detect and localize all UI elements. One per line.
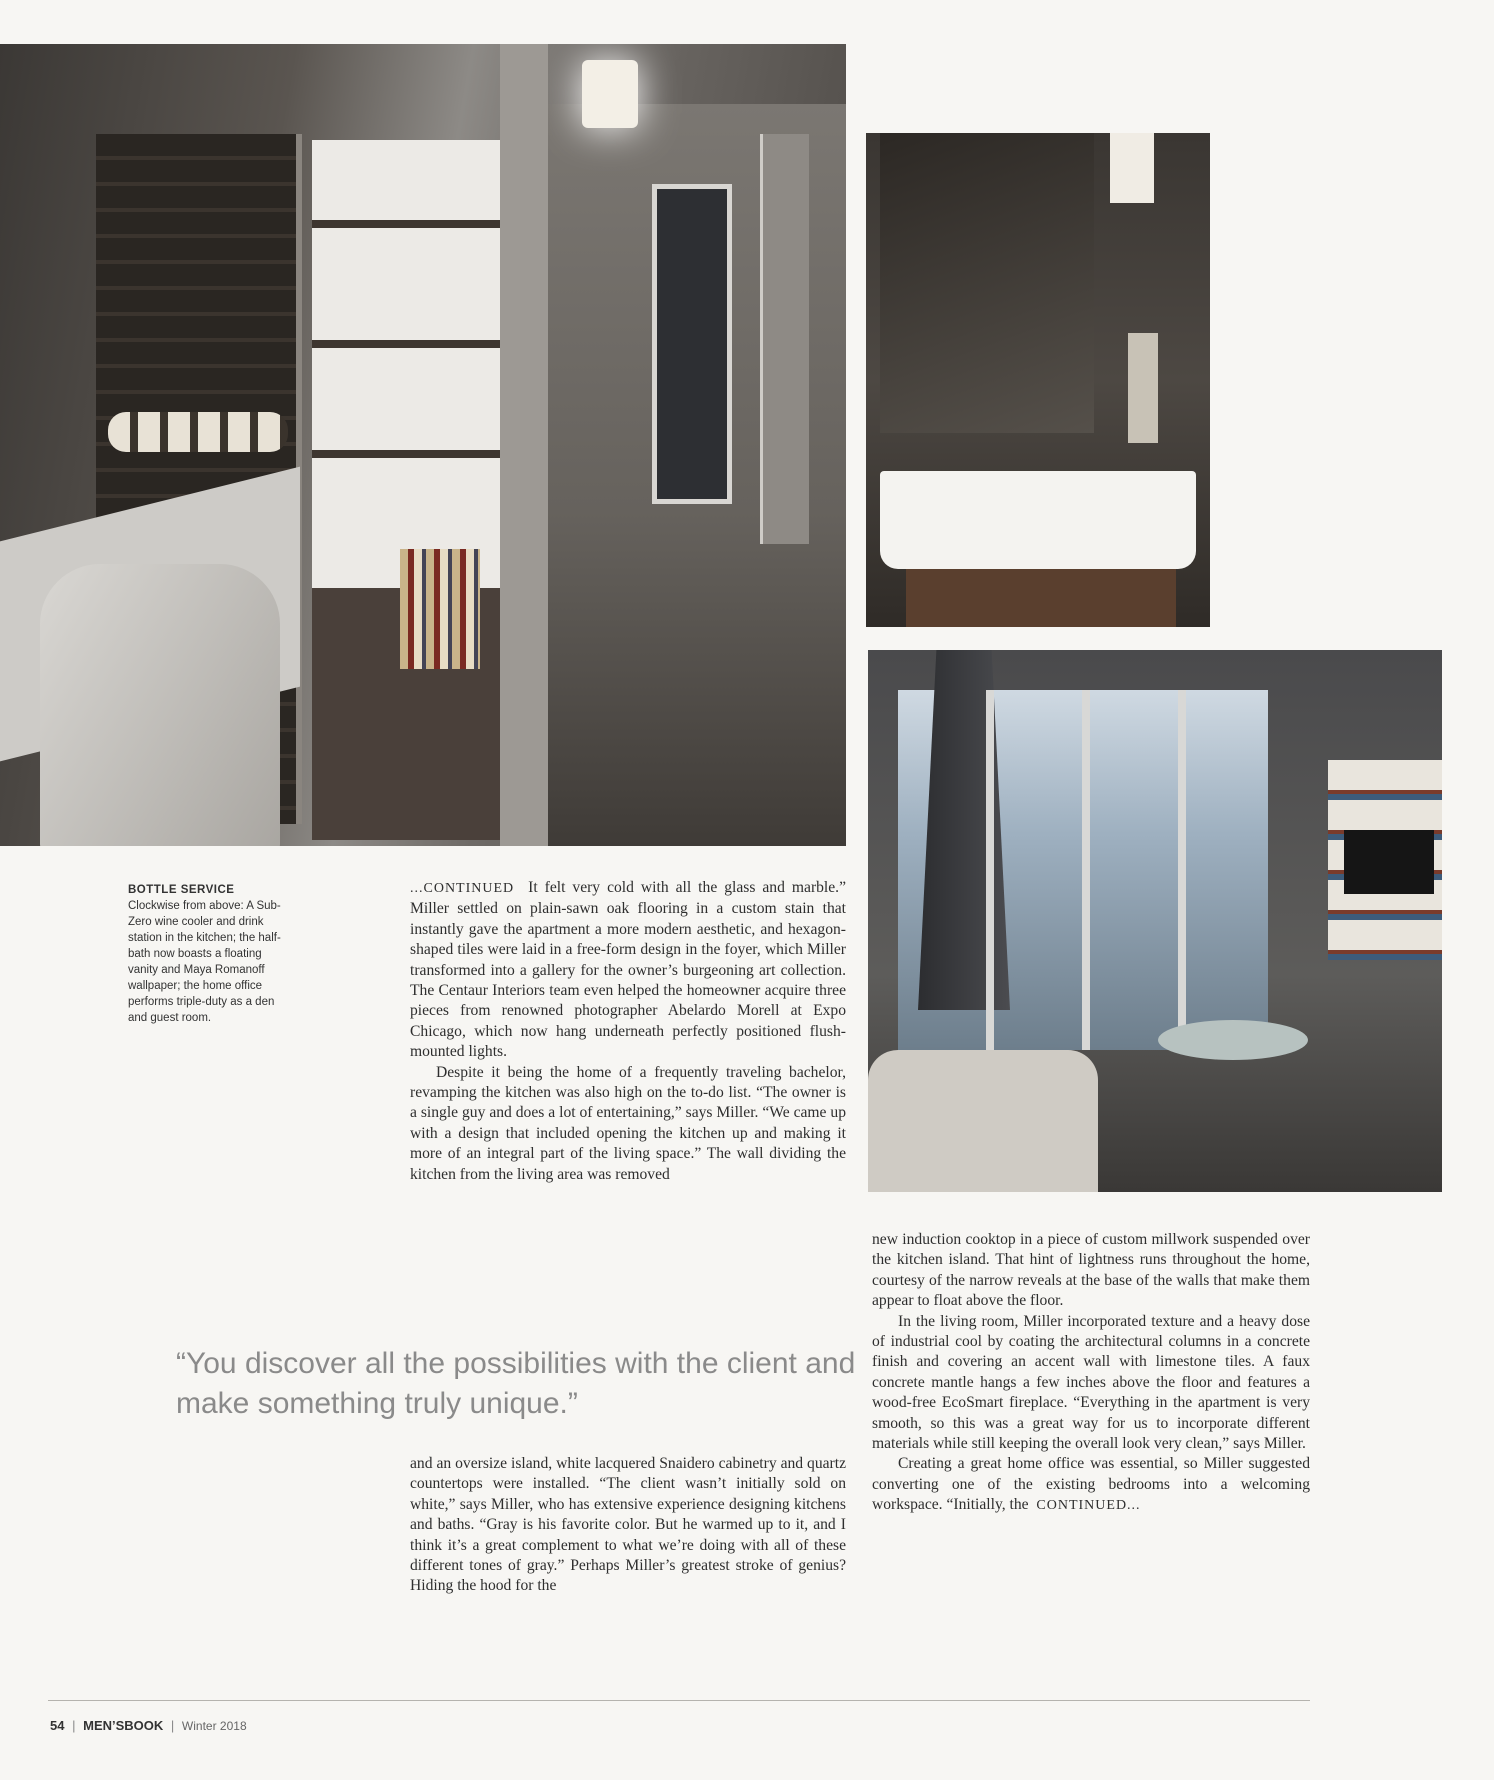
footer-separator: | bbox=[72, 1718, 76, 1733]
article-paragraph: and an oversize island, white lacquered Snaidero cabinetry and quartz countertops were installed. “The client wasn’t initially sold on white,” says Miller, who has extensive experience designing kitchens and baths. “Gray is his favorite color. But he warmed up to it, and I think it’s a great complement to what we’re doing with all of these different tones of gray.” Perhaps Miller’s greatest stroke of genius? Hiding the hood for the bbox=[410, 1455, 846, 1595]
footer-separator: | bbox=[170, 1718, 175, 1733]
article-paragraph: In the living room, Miller incorporated texture and a heavy dose of industrial cool by coating the architectural columns in a concrete finish and covering an accent wall with limestone tiles. A faux concrete mantle hangs a few inches above the floor and features a wood-free EcoSmart fireplace. “Everything in the apartment is very smooth, so this was a great way for us to incorporate different materials while still keeping the overall look very clean,” says Miller. bbox=[872, 1312, 1310, 1453]
continued-marker: CONTINUED... bbox=[1036, 1498, 1141, 1514]
caption-body: Clockwise from above: A Sub-Zero wine cooler and drink station in the kitchen; the half-bath now boasts a floating vanity and Maya Romanoff wallpaper; the home office performs triple-duty as a den and guest room. bbox=[128, 900, 281, 1024]
article-column-left-bottom bbox=[410, 1454, 846, 1597]
page-footer bbox=[50, 1718, 247, 1733]
kitchen-photo bbox=[0, 44, 846, 846]
photo-caption bbox=[128, 882, 288, 1026]
article-column-left-top bbox=[410, 878, 846, 1185]
continued-marker: ...CONTINUED bbox=[410, 881, 515, 896]
footer-rule bbox=[48, 1700, 1310, 1701]
article-column-right bbox=[872, 1230, 1310, 1517]
article-paragraph: Despite it being the home of a frequently traveling bachelor, revamping the kitchen was also high on the to-do list. “The owner is a single guy and does a lot of entertaining,” says Miller. “We came up with a design that included opening the kitchen up and making it more of an integral part of the living space.” The wall dividing the kitchen from the living area was removed bbox=[410, 1063, 846, 1183]
article-paragraph: new induction cooktop in a piece of custom millwork suspended over the kitchen island. That hint of lightness runs throughout the home, courtesy of the narrow reveals at the base of the walls that make them appear to float above the floor. bbox=[872, 1231, 1310, 1310]
article-paragraph: ...CONTINUED It felt very cold with all the glass and marble.” Miller settled on plain-sawn oak flooring in a custom stain that instantly gave the apartment a more modern aesthetic, and hexagon-shaped tiles were laid in a free-form design in the foyer, which Miller transformed into a gallery for the owner’s burgeoning art collection. The Centaur Interiors team even helped the homeowner acquire three pieces from renowned photographer Abelardo Morell at Expo Chicago, which now hang underneath perfectly positioned flush-mounted lights. bbox=[410, 879, 847, 1061]
page-number: 54 bbox=[50, 1718, 65, 1733]
home-office-photo bbox=[868, 650, 1442, 1192]
half-bath-photo bbox=[866, 133, 1210, 627]
magazine-name: MEN’SBOOK bbox=[83, 1718, 164, 1733]
pull-quote: “You discover all the possibilities with the client and make something truly unique.” bbox=[176, 1347, 856, 1420]
issue-date: Winter 2018 bbox=[181, 1719, 247, 1733]
caption-heading: BOTTLE SERVICE bbox=[128, 884, 235, 896]
article-paragraph: Creating a great home office was essential, so Miller suggested converting one of the existing bedrooms into a welcoming workspace. “Initially, the CONTINUED... bbox=[872, 1455, 1310, 1514]
